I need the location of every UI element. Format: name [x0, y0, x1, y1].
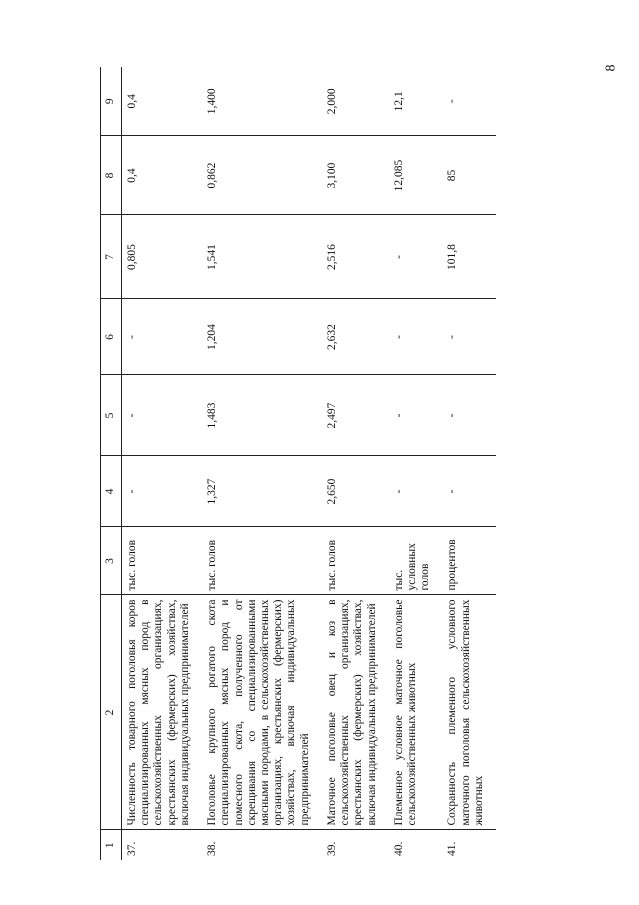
table-row	[442, 67, 496, 860]
column-header: 3	[101, 527, 122, 595]
value-cell: 2,516	[322, 215, 389, 299]
value-cell: -	[122, 299, 203, 375]
unit-of-measure: тыс. голов	[322, 527, 389, 595]
row-number: 38.	[206, 841, 219, 856]
value-cell: 0,4	[122, 67, 203, 136]
value-cell: -	[389, 215, 443, 299]
value-cell: 2,650	[322, 456, 389, 527]
column-header: 6	[101, 299, 122, 375]
value-cell: 2,000	[322, 67, 389, 136]
value-cell: 1,400	[202, 67, 322, 136]
indicator-description: Поголовье крупного рогатого скота специализированных мясных пород и помесного скота, полученного от скрещивания со специализированными мясными породами, в сельскохозяйственных организациях, крестьянских (фермерских) хозяйствах, включая индивидуальных предпринимателей	[202, 595, 322, 830]
value-cell: 12,1	[389, 67, 443, 136]
row-number: 39.	[325, 841, 338, 856]
unit-of-measure: тыс. условных голов	[389, 527, 443, 595]
column-header: 1	[101, 830, 122, 860]
table-row	[122, 67, 203, 860]
value-cell: -	[389, 375, 443, 456]
value-cell: 0,805	[122, 215, 203, 299]
value-cell: 0,862	[202, 136, 322, 215]
rotated-sheet	[100, 20, 639, 860]
row-number: 40.	[392, 841, 405, 856]
indicator-description: Численность товарного поголовья коров специализированных мясных пород в сельскохозяйственных организациях, крестьянских (фермерских) хозяйствах, включая индивидуальных предпринимателей	[122, 595, 203, 830]
indicator-description: Сохранность племенного условного маточного поголовья сельскохозяйственных животных	[442, 595, 496, 830]
value-cell: -	[442, 375, 496, 456]
page-number: 8	[603, 64, 619, 72]
value-cell: 101,8	[442, 215, 496, 299]
indicators-table	[100, 67, 496, 860]
row-number: 41.	[446, 841, 459, 856]
value-cell: 1,327	[202, 456, 322, 527]
column-header: 7	[101, 215, 122, 299]
column-number-row	[101, 67, 122, 860]
column-header: 4	[101, 456, 122, 527]
value-cell: 2,497	[322, 375, 389, 456]
column-header: 5	[101, 375, 122, 456]
value-cell: -	[389, 456, 443, 527]
row-number: 37.	[126, 841, 138, 856]
value-cell: 12,085	[389, 136, 443, 215]
value-cell: -	[122, 375, 203, 456]
value-cell: 85	[442, 136, 496, 215]
value-cell: 1,204	[202, 299, 322, 375]
unit-of-measure: тыс. голов	[202, 527, 322, 595]
column-header: 9	[101, 67, 122, 136]
value-cell: 1,483	[202, 375, 322, 456]
table-row	[389, 67, 443, 860]
value-cell: -	[442, 67, 496, 136]
unit-of-measure: процентов	[442, 527, 496, 595]
unit-of-measure: тыс. голов	[122, 527, 203, 595]
table-row	[322, 67, 389, 860]
indicator-description: Племенное условное маточное поголовье сельскохозяйственных животных	[389, 595, 443, 830]
value-cell: 2,632	[322, 299, 389, 375]
table-row	[202, 67, 322, 860]
table-body	[101, 67, 497, 860]
column-header: 2	[101, 595, 122, 830]
value-cell: -	[122, 456, 203, 527]
indicator-description: Маточное поголовье овец и коз в сельскохозяйственных организациях, крестьянских (фермерских) хозяйствах, включая индивидуальных предпринимателей	[322, 595, 389, 830]
value-cell: 0,4	[122, 136, 203, 215]
column-header: 8	[101, 136, 122, 215]
value-cell: -	[442, 299, 496, 375]
value-cell: 3,100	[322, 136, 389, 215]
value-cell: -	[442, 456, 496, 527]
value-cell: -	[389, 299, 443, 375]
value-cell: 1,541	[202, 215, 322, 299]
